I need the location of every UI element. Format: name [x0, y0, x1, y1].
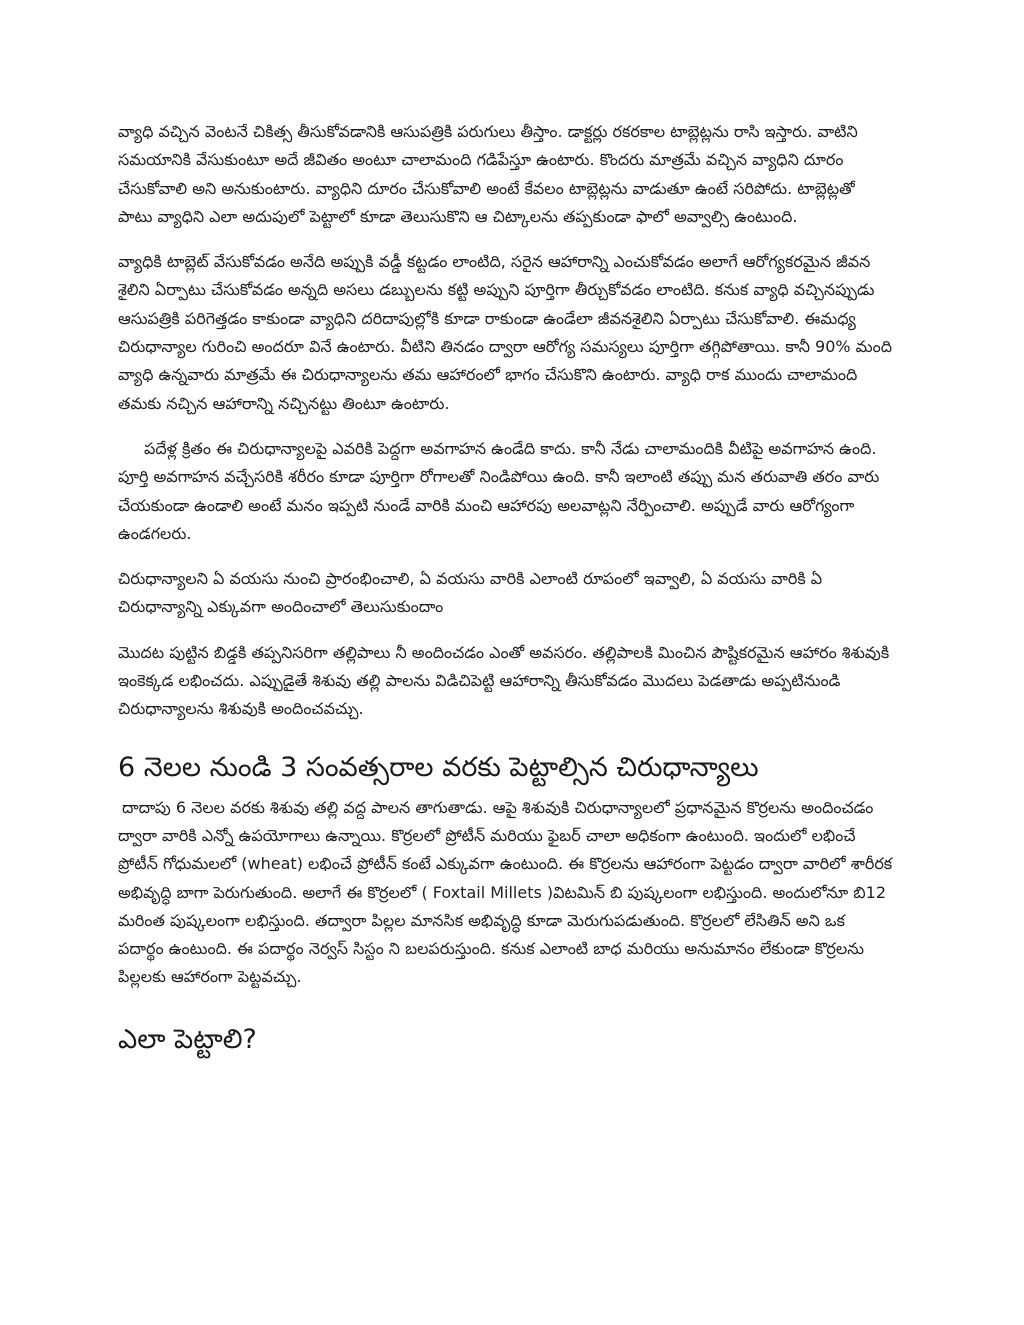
paragraph-foxtail-millets: దాదాపు 6 నెలల వరకు శిశువు తల్లి వద్ద పాలన తాగుతాడు. ఆపై శిశువుకి చిరుధాన్యాలలో ప్రధానమైన కొర్రలను అందించడం ద్వారా వారికి ఎన్నో ఉపయోగాలు ఉన్నాయి. కొర్రలలో ప్రోటీన్ మరియు ఫైబర్ చాలా అధికంగా ఉంటుంది. ఇందులో లభించే ప్రోటీన్ గోధుమలలో (wheat) లభించే ప్రోటీన్ కంటే ఎక్కువగా ఉంటుంది. ఈ కొర్రలను ఆహారంగా పెట్టడం ద్వారా వారిలో శారీరక అభివృద్ధి బాగా పెరుగుతుంది. అలాగే ఈ కొర్రలలో ( Foxtail Millets )విటమిన్ బి పుష్కలంగా లభిస్తుంది. అందులోనూ బి12 మరింత పుష్కలంగా లభిస్తుంది. తద్వారా పిల్లల మానసిక అభివృద్ధి కూడా మెరుగుపడుతుంది. కొర్రలలో లేసితిన్ అని ఒక పదార్థం ఉంటుంది. ఈ పదార్థం నెర్వస్ సిస్టం ని బలపరుస్తుంది. కనుక ఎలాంటి బాధ మరియు అనుమానం లేకుండా కొర్రలను పిల్లలకు ఆహారంగా పెట్టవచ్చు.	[118, 797, 893, 987]
section-heading-6-months-to-3-years: 6 నెలల నుండి 3 సంవత్సరాల వరకు పెట్టాల్సిన చిరుధాన్యాలు	[118, 751, 759, 783]
paragraph-awareness: పదేళ్ల క్రితం ఈ చిరుధాన్యాలపై ఎవరికి పెద్దగా అవగాహన ఉండేది కాదు. కానీ నేడు చాలామందికి వీటిపై అవగాహన ఉంది. పూర్తి అవగాహన వచ్చేసరికి శరీరం కూడా పూర్తిగా రోగాలతో నిండిపోయి ఉంది. కానీ ఇలాంటి తప్పు మన తరువాతి తరం వారు చేయకుండా ఉండాలి అంటే మనం ఇప్పటి నుండే వారికి మంచి ఆహారపు అలవాట్లని నేర్పించాలి. అప్పుడే వారు ఆరోగ్యంగా ఉండగలరు.	[118, 438, 880, 543]
paragraph-intro: వ్యాధి వచ్చిన వెంటనే చికిత్స తీసుకోవడానికి ఆసుపత్రికి పరుగులు తీస్తాం. డాక్టర్లు రకరకాల టాబ్లెట్లను రాసి ఇస్తారు. వాటిని సమయానికి వేసుకుంటూ అదే జీవితం అంటూ చాలామంది గడిపేస్తూ ఉంటారు. కొందరు మాత్రమే వచ్చిన వ్యాధిని దూరం చేసుకోవాలి అని అనుకుంటారు. వ్యాధిని దూరం చేసుకోవాలి అంటే కేవలం టాబ్లెట్లను వాడుతూ ఉంటే సరిపోదు. టాబ్లెట్లతో పాటు వ్యాధిని ఎలా అదుపులో పెట్టాలో కూడా తెలుసుకొని ఆ చిట్కాలను తప్పకుండా ఫాలో అవ్వాల్సి ఉంటుంది.	[118, 122, 858, 226]
paragraph-tablet-analogy: వ్యాధికి టాబ్లెట్ వేసుకోవడం అనేది అప్పుకి వడ్డీ కట్టడం లాంటిది, సరైన ఆహారాన్ని ఎంచుకోవడం అలాగే ఆరోగ్యకరమైన జీవన శైలిని ఏర్పాటు చేసుకోవడం అన్నది అసలు డబ్బులను కట్టి అప్పుని పూర్తిగా తీర్చుకోవడం లాంటిది. కనుక వ్యాధి వచ్చినప్పుడు ఆసుపత్రికి పరిగెత్తడం కాకుండా వ్యాధిని దరిదాపుల్లోకి కూడా రాకుండా ఉండేలా జీవనశైలిని ఏర్పాటు చేసుకోవాలి. ఈమధ్య చిరుధాన్యాల గురించి అందరూ వినే ఉంటారు. వీటిని తినడం ద్వారా ఆరోగ్య సమస్యలు పూర్తిగా తగ్గిపోతాయి. కానీ 90% మంది వ్యాధి ఉన్నవారు మాత్రమే ఈ చిరుధాన్యాలను తమ ఆహారంలో భాగం చేసుకొని ఉంటారు. వ్యాధి రాక ముందు చాలామంది తమకు నచ్చిన ఆహారాన్ని నచ్చినట్టు తింటూ ఉంటారు.	[118, 252, 892, 413]
section-heading-how-to-feed: ఎలా పెట్టాలి?	[118, 1023, 257, 1055]
paragraph-age-question: చిరుధాన్యాలని ఏ వయసు నుంచి ప్రారంభించాలి, ఏ వయసు వారికి ఎలాంటి రూపంలో ఇవ్వాలి, ఏ వయసు వారికి ఏ చిరుధాన్యాన్ని ఎక్కువగా అందించాలో తెలుసుకుందాం	[118, 569, 823, 617]
document-page	[118, 118, 893, 1066]
paragraph-breastfeeding: మొదట పుట్టిన బిడ్డకి తప్పనిసరిగా తల్లిపాలు నీ అందించడం ఎంతో అవసరం. తల్లిపాలకి మించిన పౌష్టికరమైన ఆహారం శిశువుకి ఇంకెక్కడ లభించదు. ఎప్పుడైతే శిశువు తల్లి పాలను విడిచిపెట్టి ఆహారాన్ని తీసుకోవడం మొదలు పెడతాడు అప్పటినుండి చిరుధాన్యాలను శిశువుకి అందించవచ్చు.	[118, 642, 890, 719]
